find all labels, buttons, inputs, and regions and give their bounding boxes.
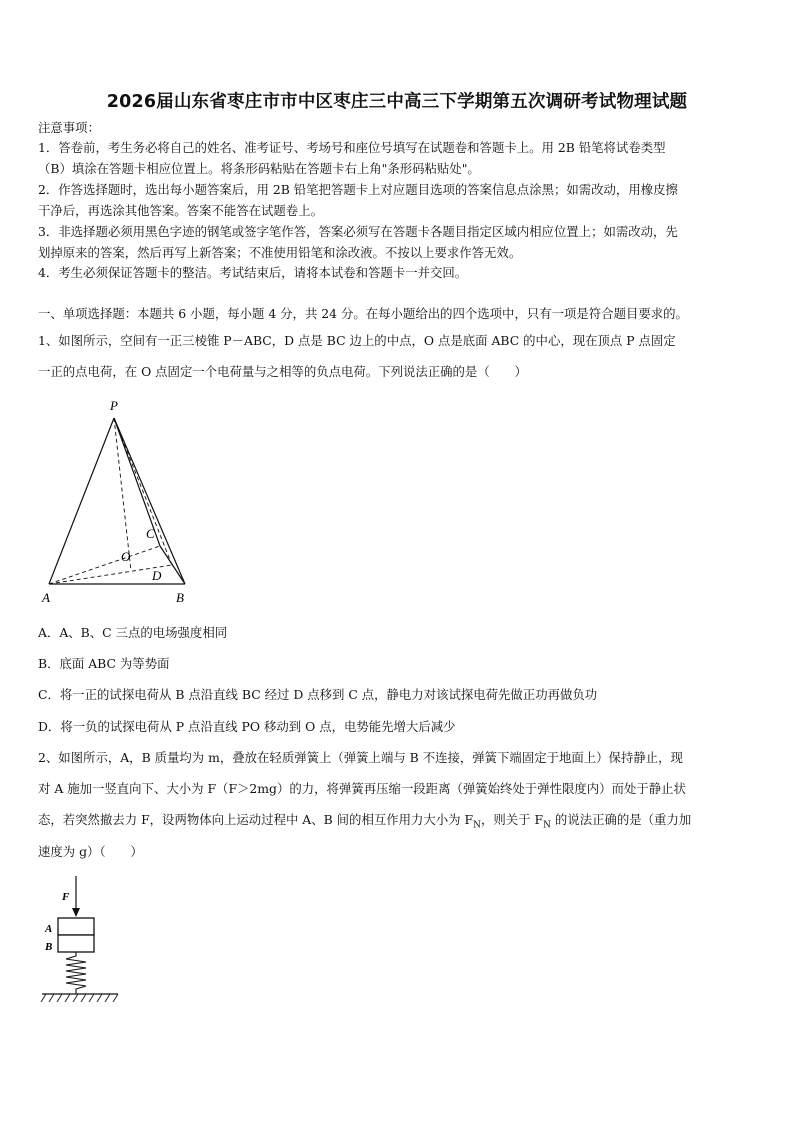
q2-line3-b: ，则关于 F <box>481 812 544 827</box>
notice-line-7: 4．考生必须保证答题卡的整洁。考试结束后，请将本试卷和答题卡一并交回。 <box>38 265 468 280</box>
q1-stem-line-2: 一正的点电荷，在 O 点固定一个电荷量与之相等的负点电荷。下列说法正确的是（ ） <box>38 364 527 379</box>
notice-heading: 注意事项： <box>38 120 100 135</box>
label-block-a: A <box>45 923 53 935</box>
notice-line-2: （B）填涂在答题卡相应位置上。将条形码粘贴在答题卡右上角"条形码粘贴处"。 <box>38 161 480 176</box>
pyramid-figure <box>36 392 206 608</box>
subscript-n-1: N <box>473 820 481 831</box>
q1-option-a: A．A、B、C 三点的电场强度相同 <box>38 625 228 640</box>
q2-stem-line-2: 对 A 施加一竖直向下、大小为 F（F＞2mg）的力，将弹簧再压缩一段距离（弹簧始终处于弹性限度内）而处于静止状 <box>38 781 686 796</box>
label-o: O <box>121 549 131 564</box>
q1-option-d: D．将一负的试探电荷从 P 点沿直线 PO 移动到 O 点，电势能先增大后减少 <box>38 719 456 734</box>
q2-line3-c: 的说法正确的是（重力加 <box>550 812 692 827</box>
spring-blocks-figure <box>38 872 128 1006</box>
q2-stem-line-1: 2、如图所示，A，B 质量均为 m，叠放在轻质弹簧上（弹簧上端与 B 不连接，弹簧下端固定于地面上）保持静止，现 <box>38 750 683 765</box>
notice-line-4: 干净后，再选涂其他答案。答案不能答在试题卷上。 <box>38 203 323 218</box>
notice-line-5: 3．非选择题必须用黑色字迹的钢笔或签字笔作答，答案必须写在答题卡各题目指定区域内相应位置上；如需改动，先 <box>38 224 678 239</box>
subscript-n-2: N <box>543 820 551 831</box>
page-title: 2026届山东省枣庄市市中区枣庄三中高三下学期第五次调研考试物理试题 <box>106 92 688 112</box>
q2-line3-a: 态，若突然撤去力 F，设两物体向上运动过程中 A、B 间的相互作用力大小为 F <box>38 812 474 827</box>
notice-line-6: 划掉原来的答案，然后再写上新答案；不准使用铅笔和涂改液。不按以上要求作答无效。 <box>38 245 522 260</box>
label-p: P <box>110 398 118 413</box>
q1-option-b: B．底面 ABC 为等势面 <box>38 656 170 671</box>
label-c: C <box>146 526 155 541</box>
label-block-b: B <box>45 941 53 953</box>
notice-line-3: 2．作答选择题时，选出每小题答案后，用 2B 铅笔把答题卡上对应题目选项的答案信息点涂黑；如需改动，用橡皮擦 <box>38 182 678 197</box>
label-f: F <box>62 891 70 903</box>
q1-stem-line-1: 1、如图所示，空间有一正三棱锥 P－ABC，D 点是 BC 边上的中点，O 点是底面 ABC 的中心，现在顶点 P 点固定 <box>38 333 676 348</box>
notice-line-1: 1．答卷前，考生务必将自己的姓名、准考证号、考场号和座位号填写在试题卷和答题卡上。用 2B 铅笔将试卷类型 <box>38 140 666 155</box>
label-a: A <box>42 590 50 605</box>
q1-option-c: C．将一正的试探电荷从 B 点沿直线 BC 经过 D 点移到 C 点，静电力对该试探电荷先做正功再做负功 <box>38 687 598 702</box>
section-heading: 一、单项选择题：本题共 6 小题，每小题 4 分，共 24 分。在每小题给出的四个选项中，只有一项是符合题目要求的。 <box>38 306 688 321</box>
q2-stem-line-3 <box>38 811 758 834</box>
q2-stem-line-4: 速度为 g）（ ） <box>38 844 143 859</box>
label-d: D <box>152 568 162 583</box>
label-b: B <box>176 590 184 605</box>
